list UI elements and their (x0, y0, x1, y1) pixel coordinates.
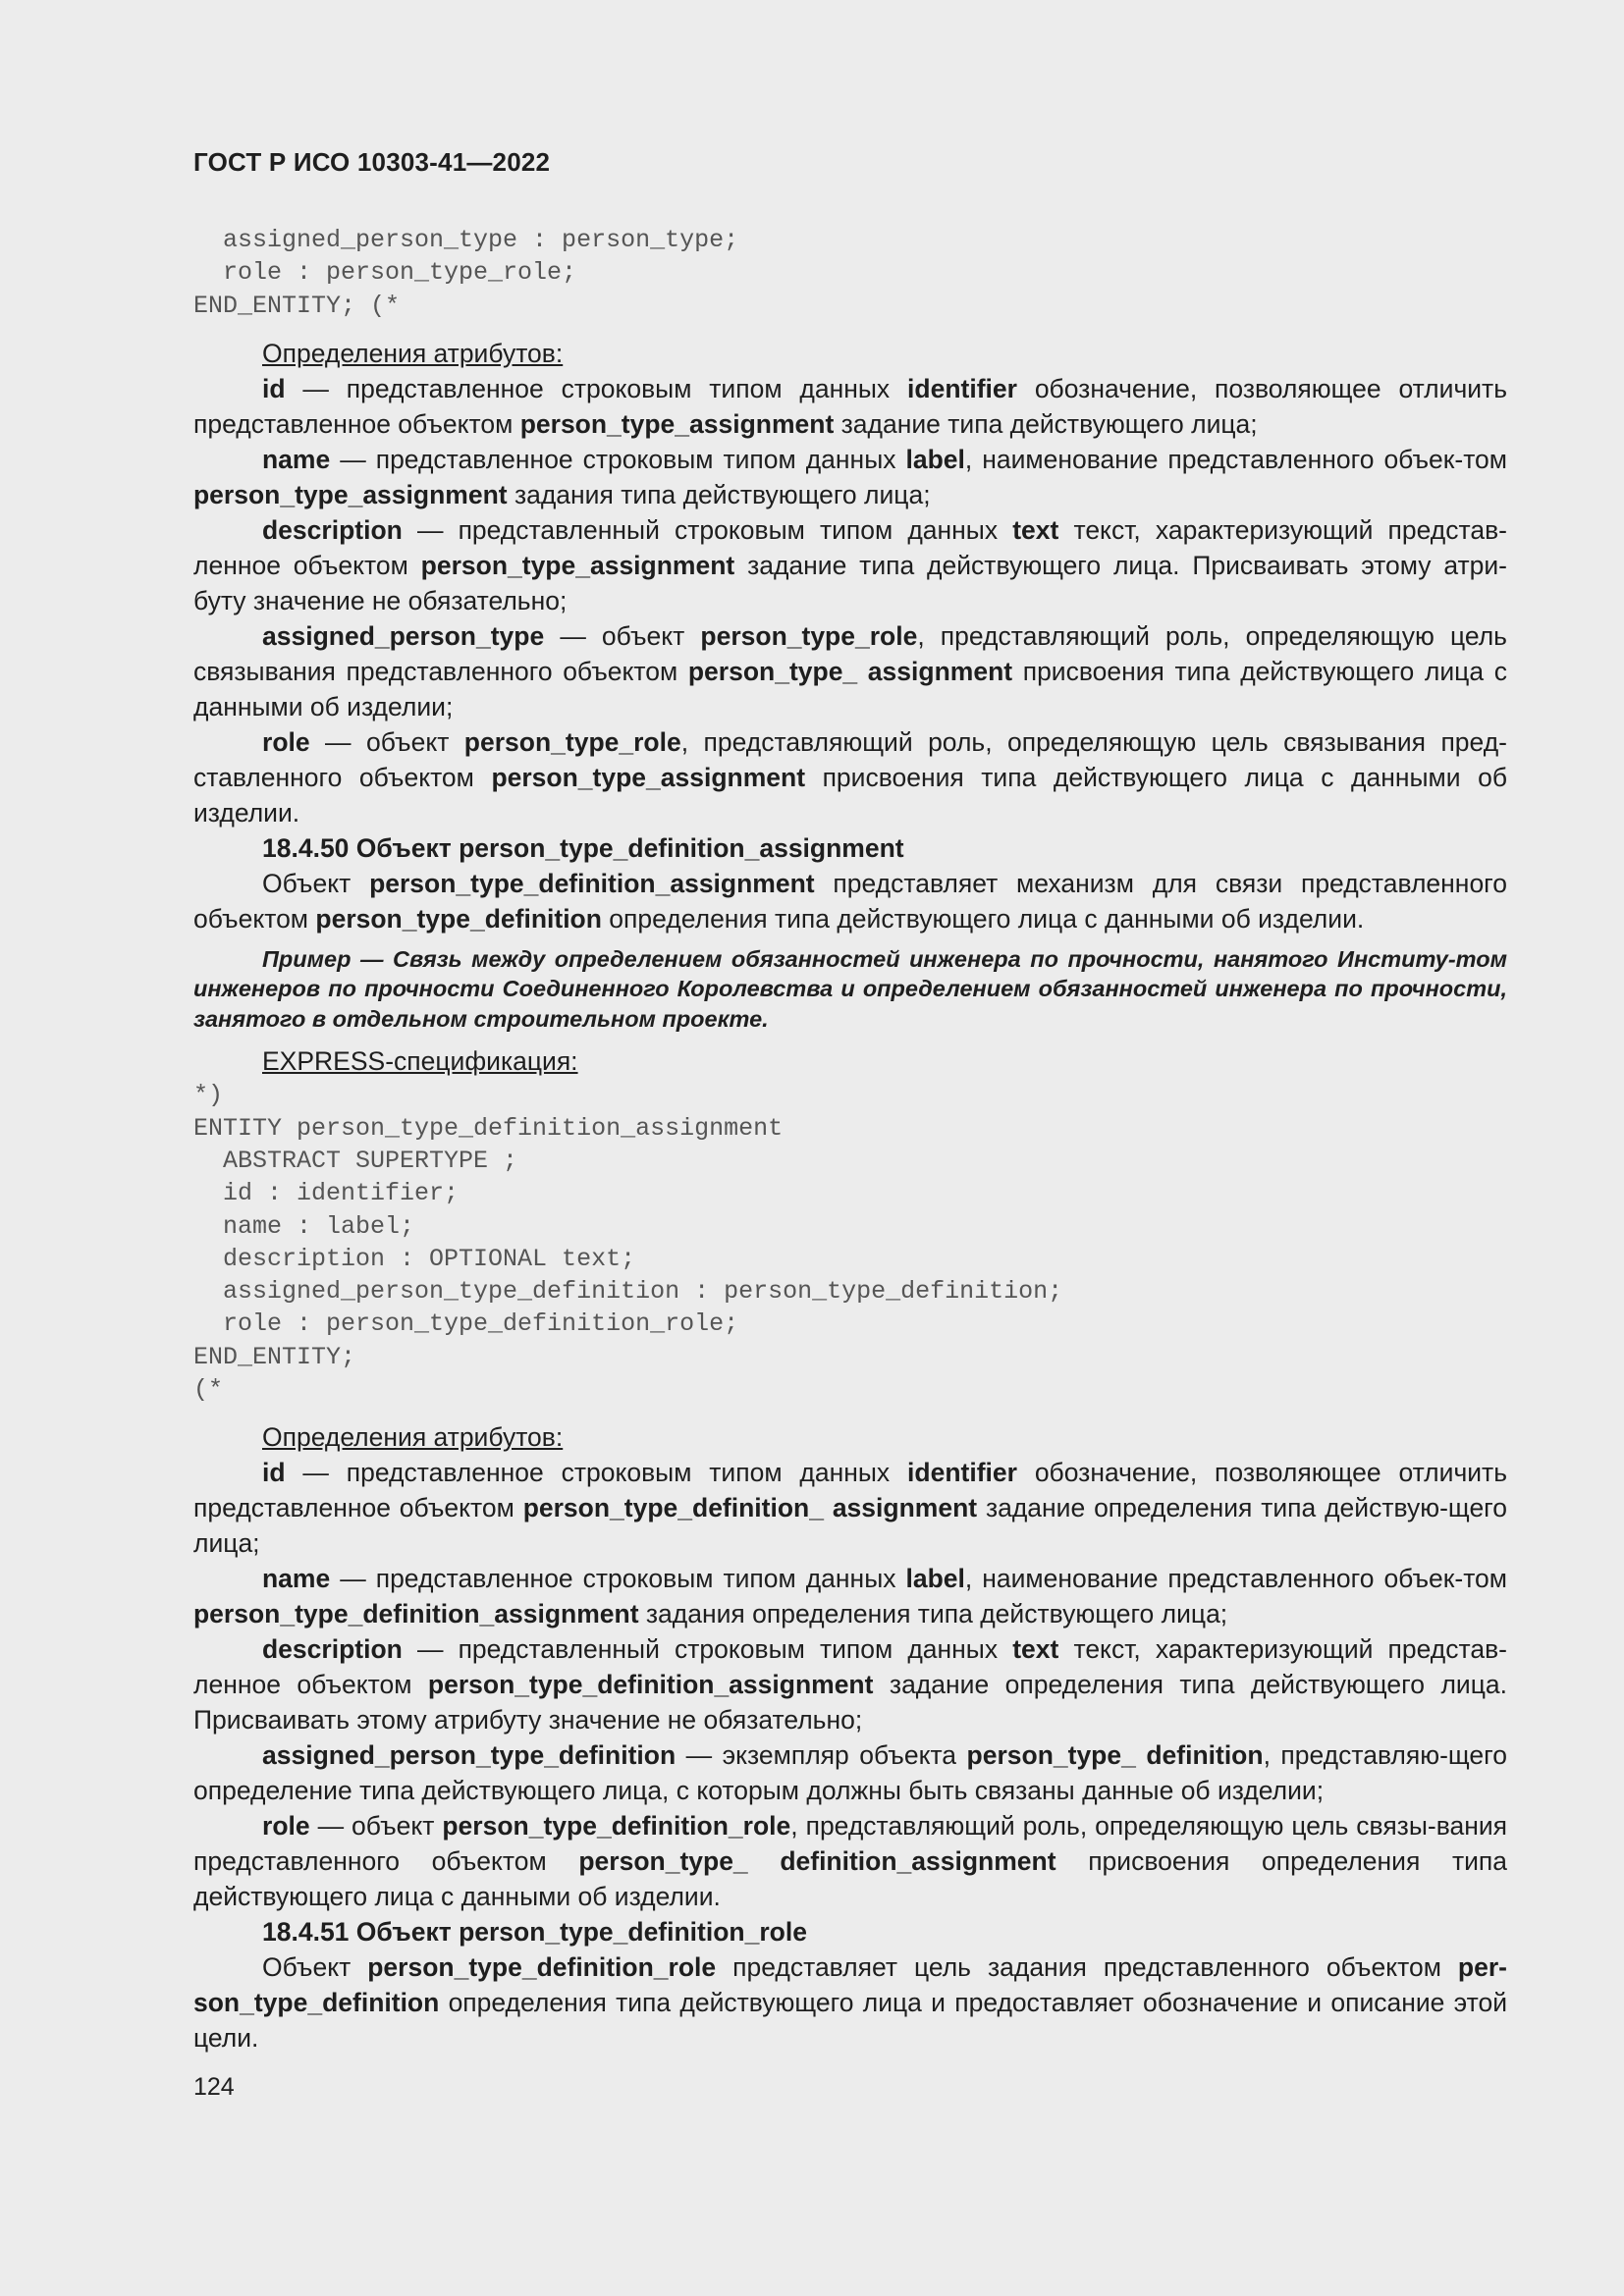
attr-bold: person_type_role (700, 620, 918, 651)
attr-text: — представленное строковым типом данных (330, 444, 906, 474)
attr-definitions-list (193, 371, 1507, 830)
attr-text: обозначение, позволяющее отличить представленное объектом (193, 373, 1507, 439)
attr-definition (193, 1631, 1507, 1737)
document-header: ГОСТ Р ИСО 10303-41—2022 (193, 147, 551, 177)
attr-term: description (262, 514, 403, 545)
attr-text: — объект (309, 1811, 443, 1842)
attr-text: — представленное строковым типом данных (285, 1458, 908, 1488)
attr-text: текст, характеризующий представ-ленное объектом (193, 514, 1507, 580)
attr-bold: person_type_assignment (519, 408, 835, 439)
attr-bold: person_type_ assignment (687, 656, 1013, 686)
attr-definition (193, 618, 1507, 724)
section-title-18-4-51: 18.4.51 Объект person_type_definition_role (262, 1917, 807, 1948)
attr-definition (193, 371, 1507, 442)
intro-bold: person_type_definition_role (367, 1952, 717, 1983)
attr-text: — экземпляр объекта (676, 1740, 967, 1771)
attr-text: — представленный строковым типом данных (402, 514, 1013, 545)
attr-definitions-heading-2: Определения атрибутов: (262, 1422, 564, 1453)
attr-term: assigned_person_type (262, 620, 545, 651)
attr-term: id (262, 1458, 286, 1488)
attr-bold: person_type_ definition_assignment (578, 1846, 1056, 1877)
attr-text: задание типа действующего лица. Присваивать этому атри-буту значение не обязательно; (193, 550, 1507, 615)
attr-bold: label (905, 1564, 965, 1594)
attr-text: задание определения типа действую-щего лица; (193, 1493, 1508, 1559)
attr-definition (193, 512, 1507, 618)
attr-bold: person_type_ definition (966, 1740, 1264, 1771)
attr-definition (193, 1808, 1507, 1914)
attr-bold: person_type_definition_role (442, 1811, 791, 1842)
attr-text: — представленный строковым типом данных (402, 1634, 1013, 1665)
section-title-18-4-50: 18.4.50 Объект person_type_definition_assignment (262, 832, 904, 863)
attr-bold: person_type_assignment (193, 479, 508, 509)
attr-term: name (262, 1564, 331, 1594)
main-content (193, 224, 1507, 2056)
intro-text: определения типа действующего лица и предоставляет обозначение и описание этой цели. (193, 1988, 1507, 2054)
attr-text: , представляющий роль, определяющую цель связывания пред-ставленного объектом (193, 726, 1507, 792)
attr-text: задания типа действующего лица; (507, 479, 931, 509)
intro-text: представляет цель задания представленного объектом (716, 1952, 1458, 1983)
attr-definition (193, 1561, 1507, 1631)
attr-bold: person_type_assignment (491, 762, 806, 792)
attr-text: задание определения типа действующего лица. Присваивать этому атрибуту значение не обязательно; (193, 1670, 1507, 1735)
attr-term: id (262, 373, 286, 403)
attr-definition (193, 1455, 1507, 1561)
section-intro (193, 1949, 1507, 2056)
attr-text: присвоения типа действующего лица с данными об изделии. (193, 762, 1507, 828)
attr-definitions-list-2 (193, 1455, 1507, 1914)
intro-text: определения типа действующего лица с данными об изделии. (601, 903, 1365, 934)
attr-bold: person_type_definition_ assignment (522, 1493, 978, 1523)
intro-text: представляет механизм для связи представленного объектом (193, 868, 1507, 934)
attr-text: , представляющий роль, определяющую цель связывания представленного объектом (193, 620, 1507, 686)
express-spec-heading: EXPRESS-спецификация: (262, 1046, 578, 1077)
intro-bold: person_type_definition_assignment (369, 868, 815, 898)
attr-text: задания определения типа действующего лица; (638, 1599, 1228, 1629)
page-number: 124 (193, 2073, 235, 2101)
attr-text: обозначение, позволяющее отличить представленное объектом (193, 1458, 1507, 1523)
attr-text: — объект (309, 726, 464, 757)
section-intro (193, 866, 1507, 936)
attr-text: , наименование представленного объек-том (964, 1564, 1507, 1594)
attr-definitions-heading: Определения атрибутов: (262, 338, 564, 368)
attr-term: assigned_person_type_definition (262, 1740, 677, 1771)
code-block-top: assigned_person_type : person_type; role : person_type_role; END_ENTITY; (* (193, 226, 739, 320)
example-note: Пример — Связь между определением обязанностей инженера по прочности, нанятого Институ-том инженеров по прочности Соединенного Королевства и определением обязанностей инженера по прочности, занятого в отдельном строительном проекте. (193, 945, 1507, 1032)
attr-bold: identifier (907, 373, 1017, 403)
attr-text: текст, характеризующий представ-ленное объектом (193, 1634, 1507, 1700)
attr-bold: person_type_role (463, 726, 681, 757)
attr-text: задание типа действующего лица; (834, 408, 1258, 439)
express-code-block: *) ENTITY person_type_definition_assignment ABSTRACT SUPERTYPE ; id : identifier; name : label; description : OPTIONAL text; assigned_person_type_definition : person_type_definition; role : person_type_definition_role; END_ENTITY; (* (193, 1081, 1063, 1405)
attr-bold: text (1012, 514, 1059, 545)
attr-bold: label (905, 444, 965, 474)
attr-bold: person_type_definition_assignment (193, 1599, 639, 1629)
attr-text: , наименование представленного объек-том (964, 444, 1507, 474)
attr-definition (193, 724, 1507, 830)
attr-text: присвоения определения типа действующего лица с данными об изделии. (193, 1846, 1507, 1912)
attr-bold: identifier (907, 1458, 1017, 1488)
attr-term: role (262, 726, 310, 757)
attr-text: — объект (544, 620, 701, 651)
intro-bold: per-son_type_definition (193, 1952, 1507, 2018)
attr-text: присвоения типа действующего лица с данными об изделии; (193, 656, 1507, 721)
attr-bold: person_type_assignment (420, 550, 735, 580)
attr-bold: person_type_definition_assignment (427, 1670, 874, 1700)
attr-definition (193, 442, 1507, 512)
intro-text: Объект (262, 1952, 368, 1983)
attr-bold: text (1012, 1634, 1059, 1665)
attr-definition (193, 1737, 1507, 1808)
intro-bold: person_type_definition (315, 903, 602, 934)
attr-text: — представленное строковым типом данных (285, 373, 908, 403)
attr-term: description (262, 1634, 403, 1665)
attr-text: — представленное строковым типом данных (330, 1564, 906, 1594)
intro-text: Объект (262, 868, 370, 898)
attr-term: name (262, 444, 331, 474)
attr-term: role (262, 1811, 310, 1842)
attr-text: , представляющий роль, определяющую цель связы-вания представленного объектом (193, 1811, 1508, 1877)
attr-text: , представляю-щего определение типа действующего лица, с которым должны быть связаны данные об изделии; (193, 1740, 1507, 1806)
